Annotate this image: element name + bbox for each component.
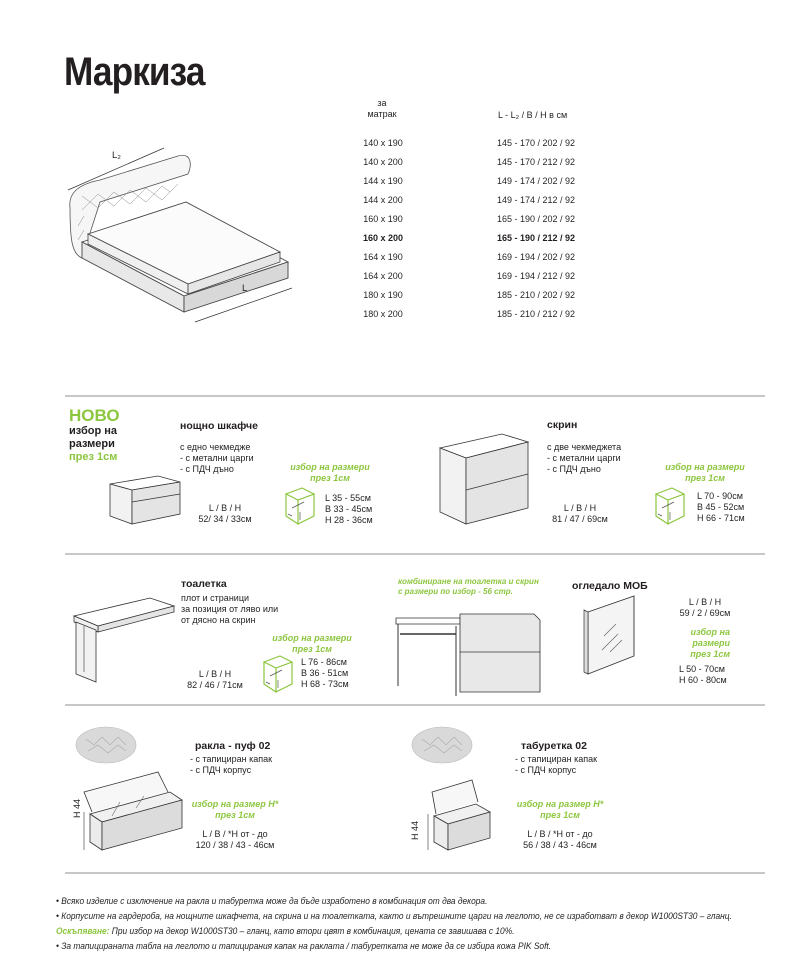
chest-size-choice: [655, 462, 755, 484]
lbh-head: L / B / H: [208, 503, 242, 513]
divider-1: [65, 395, 765, 397]
chest-illustration: [436, 418, 536, 528]
mattress-size: 144 x 190: [363, 176, 403, 186]
size-choice-line: през 1см: [215, 810, 255, 820]
pricing-label: Оскъпяване:: [56, 926, 110, 936]
bed-dimensions: 185 - 210 / 202 / 92: [497, 290, 576, 300]
stool-h-label: H 44: [410, 820, 420, 840]
bed-dimensions: 165 - 190 / 212 / 92: [497, 233, 576, 243]
combo-note-line: с размери по избор - 56 стр.: [398, 587, 513, 596]
range: L 35 - 55см: [325, 493, 371, 503]
stool-size-choice: [510, 799, 610, 821]
bed-dimensions: 149 - 174 / 212 / 92: [497, 195, 576, 205]
stool-fabric-swatch: [410, 725, 474, 765]
feature: - с ПДЧ корпус: [190, 765, 252, 775]
vanity-title: тоалетка: [181, 578, 227, 590]
lbh-values: 120 / 38 / 43 - 46см: [195, 840, 275, 850]
range: B 36 - 51см: [301, 668, 349, 678]
range: L 76 - 86см: [301, 657, 347, 667]
bed-dimensions: 145 - 170 / 202 / 92: [497, 138, 576, 148]
mattress-size: 160 x 200: [362, 233, 404, 243]
size-choice-line: през 1см: [540, 810, 580, 820]
size-choice-line: избор на размери: [272, 633, 352, 643]
range: H 60 - 80см: [679, 675, 727, 685]
size-choice-line: през 1см: [292, 644, 332, 654]
mattress-size: 164 x 190: [363, 252, 403, 262]
nightstand-resize-icon: [284, 486, 316, 526]
size-choice-line: избор на размери: [290, 462, 370, 472]
footnote-1: • Всяко изделие с изключение на ракла и табуретка може да бъде изработено в комбинация от два декора.: [56, 896, 488, 906]
size-choice-line: през 1см: [685, 473, 725, 483]
mattress-size: 180 x 200: [363, 309, 403, 319]
pouf-fabric-swatch: [74, 725, 138, 765]
nightstand-size-choice: [280, 462, 380, 484]
pouf-lbh: [180, 829, 290, 851]
range: L 70 - 90см: [697, 491, 743, 501]
feature: - с ПДЧ дъно: [180, 464, 234, 474]
range: B 45 - 52см: [697, 502, 745, 512]
vanity-illustration: [70, 586, 180, 686]
bed-dim-l2: L₂: [112, 150, 121, 161]
lbh-values: 81 / 47 / 69см: [552, 514, 608, 524]
new-badge: НОВО: [69, 406, 120, 425]
stool-illustration: [410, 770, 500, 854]
size-choice-line: размери: [692, 638, 730, 648]
range: H 28 - 36см: [325, 515, 373, 525]
head-line-1: за: [377, 98, 387, 108]
lbh-values: 59 / 2 / 69см: [679, 608, 731, 618]
chest-resize-icon: [654, 486, 686, 526]
footnote-2: • Корпусите на гардероба, на нощните шкафчета, на скрина и на тоалетката, както и вътрешните царги на леглото, не се изработват в декор W1000ST30 – гланц.: [56, 911, 732, 921]
size-choice-line: избор на размери: [665, 462, 745, 472]
size-choice-line: избор на размер H*: [191, 799, 279, 809]
feature: - с ПДЧ дъно: [547, 464, 601, 474]
pricing-text: При избор на декор W1000ST30 – гланц, като втори цвят в комбинация, цената се завишава с 10%.: [109, 926, 515, 936]
vanity-lbh: [180, 669, 250, 691]
mirror-lbh: [670, 597, 740, 619]
stool-title: табуретка 02: [521, 740, 587, 752]
mattress-size: 160 x 190: [363, 214, 403, 224]
divider-3: [65, 704, 765, 706]
feature: - с тапициран капак: [515, 754, 598, 764]
mirror-size-choice: [688, 627, 730, 660]
bed-dimensions: 169 - 194 / 212 / 92: [497, 271, 576, 281]
mattress-size: 140 x 190: [363, 138, 403, 148]
chest-features: [547, 442, 621, 475]
lbh-values: 52/ 34 / 33см: [198, 514, 252, 524]
feature: с две чекмеджета: [547, 442, 622, 452]
mattress-size: 140 x 200: [363, 157, 403, 167]
new-line-3: през 1см: [69, 451, 118, 463]
vanity-resize-icon: [262, 654, 294, 694]
divider-2: [65, 553, 765, 555]
feature: - с тапициран капак: [190, 754, 273, 764]
feature: - с ПДЧ корпус: [515, 765, 577, 775]
nightstand-features: [180, 442, 254, 475]
divider-4: [65, 872, 765, 874]
mattress-size: 144 x 200: [363, 195, 403, 205]
mirror-ranges: [679, 664, 727, 686]
pouf-size-choice: [185, 799, 285, 821]
feature: за позиция от ляво или: [181, 604, 279, 614]
feature: с едно чекмедже: [180, 442, 251, 452]
new-badge-text: [69, 425, 117, 464]
vanity-size-choice: [262, 633, 362, 655]
lbh-head: L / B / *H от - до: [527, 829, 593, 839]
bed-illustration: [60, 140, 300, 330]
new-line-2: размери: [69, 438, 115, 450]
size-choice-line: през 1см: [310, 473, 350, 483]
lbh-head: L / B / H: [198, 669, 232, 679]
feature: от дясно на скрин: [181, 615, 256, 625]
bed-dimensions: 165 - 190 / 202 / 92: [497, 214, 576, 224]
chest-ranges: [697, 491, 745, 524]
range: B 33 - 45см: [325, 504, 373, 514]
chest-lbh: [545, 503, 615, 525]
mattress-size: 180 x 190: [363, 290, 403, 300]
vanity-ranges: [301, 657, 349, 690]
footnote-3: [56, 925, 514, 938]
table-head-mattress: [360, 98, 404, 120]
head-line-2: матрак: [367, 109, 397, 119]
bed-dimensions: 149 - 174 / 202 / 92: [497, 176, 576, 186]
mirror-illustration: [580, 594, 640, 678]
combo-note: [398, 577, 539, 597]
feature: - с метални царги: [547, 453, 621, 463]
lbh-head: L / B / H: [563, 503, 597, 513]
pouf-illustration: [72, 760, 192, 854]
table-head-dims: L - L₂ / B / H в см: [498, 110, 568, 120]
pouf-features: [190, 754, 272, 776]
footnote-4: • За тапицираната табла на леглото и тапицирания капак на раклата / табуретката не може да се избира кожа PIK Soft.: [56, 941, 552, 951]
page-title: Маркиза: [64, 50, 205, 94]
range: L 50 - 70см: [679, 664, 725, 674]
mattress-size: 164 x 200: [363, 271, 403, 281]
lbh-head: L / B / H: [688, 597, 722, 607]
size-choice-line: избор на: [690, 627, 730, 637]
nightstand-ranges: [325, 493, 373, 526]
lbh-values: 56 / 38 / 43 - 46см: [523, 840, 597, 850]
mirror-title: огледало МОБ: [572, 580, 648, 592]
chest-title: скрин: [547, 419, 578, 431]
size-choice-line: избор на размер H*: [516, 799, 604, 809]
range: H 66 - 71см: [697, 513, 745, 523]
stool-features: [515, 754, 597, 776]
vanity-features: [181, 593, 278, 626]
bed-dimensions: 185 - 210 / 212 / 92: [497, 309, 576, 319]
new-line-1: избор на: [69, 425, 118, 437]
lbh-head: L / B / *H от - до: [202, 829, 268, 839]
pouf-title: ракла - пуф 02: [195, 740, 271, 752]
nightstand-illustration: [106, 470, 186, 530]
bed-dim-l: L: [242, 283, 248, 294]
nightstand-title: нощно шкафче: [180, 420, 258, 432]
stool-lbh: [505, 829, 615, 851]
bed-dimensions: 169 - 194 / 202 / 92: [497, 252, 576, 262]
size-choice-line: през 1см: [690, 649, 730, 659]
feature: - с метални царги: [180, 453, 254, 463]
pouf-h-label: H 44: [72, 798, 82, 818]
range: H 68 - 73см: [301, 679, 349, 689]
nightstand-lbh: [190, 503, 260, 525]
combo-illustration: [394, 600, 544, 700]
lbh-values: 82 / 46 / 71см: [187, 680, 243, 690]
feature: плот и страници: [181, 593, 249, 603]
combo-note-line: комбиниране на тоалетка и скрин: [398, 577, 539, 586]
bed-dimensions: 145 - 170 / 212 / 92: [497, 157, 576, 167]
